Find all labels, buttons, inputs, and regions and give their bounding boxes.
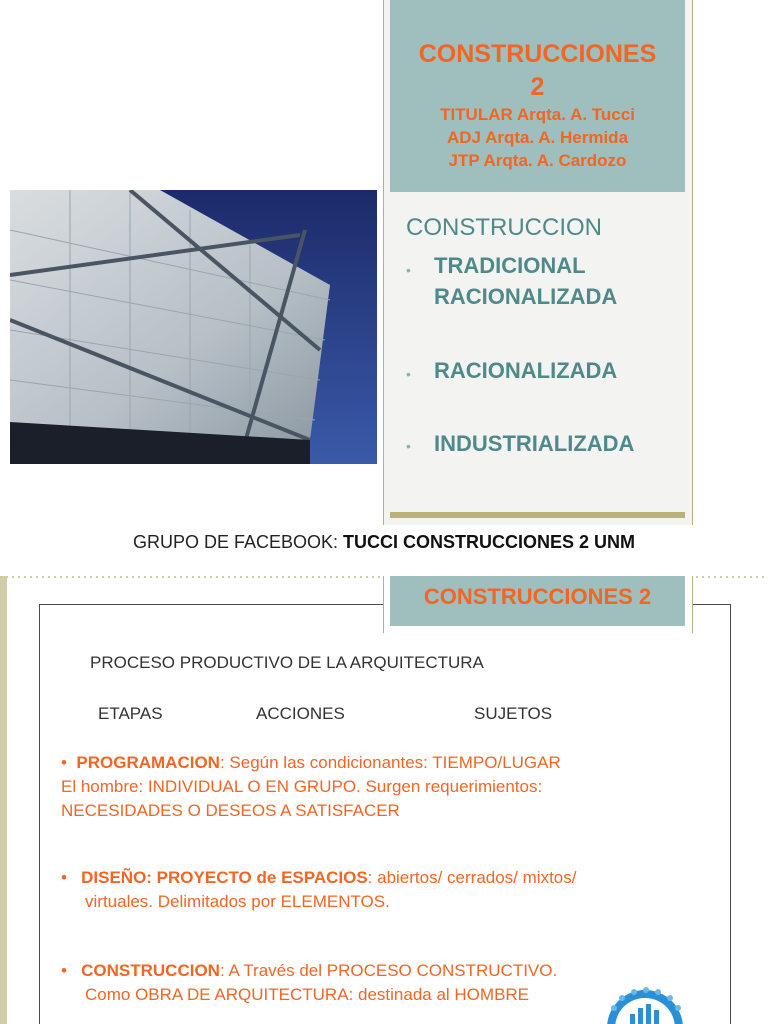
adj-line: ADJ Arqta. A. Hermida [446,128,629,147]
bullet: • [61,868,67,887]
paragraph-diseno [61,866,576,914]
construccion-heading: CONSTRUCCION [406,214,602,241]
item-racionalizada: RACIONALIZADA [434,358,618,383]
item-industrializada: INDUSTRIALIZADA [434,431,635,456]
line-text: : Según las condicionantes: TIEMPO/LUGAR [219,753,561,772]
bullet: • [61,753,67,772]
paragraph-line: NECESIDADES O DESEOS A SATISFACER [61,801,400,820]
paragraph-line: virtuales. Delimitados por ELEMENTOS. [85,892,390,911]
column-sujetos: SUJETOS [474,704,553,723]
footer-group-name: TUCCI CONSTRUCCIONES 2 UNM [343,532,636,552]
title-line-2: 2 [530,73,545,101]
paragraph-line [61,866,576,890]
left-accent-bar [0,576,7,1024]
bullet: • [61,961,67,980]
jtp-line: JTP Arqta. A. Cardozo [448,151,627,170]
facebook-group-footer [0,532,768,553]
subtitle: PROCESO PRODUCTIVO DE LA ARQUITECTURA [90,653,484,672]
term-diseno: DISEÑO: PROYECTO de ESPACIOS [81,868,368,887]
footer-prefix: GRUPO DE FACEBOOK: [132,532,344,552]
slide-title [390,38,685,104]
building-facade-photo [10,190,377,464]
paragraph-line: El hombre: INDIVIDUAL O EN GRUPO. Surgen requerimientos: [61,777,543,796]
term-programacion: PROGRAMACION [76,753,220,772]
item-line: RACIONALIZADA [434,284,618,309]
panel-bottom-bar [390,512,685,518]
titular-line: TITULAR Arqta. A. Tucci [440,105,635,124]
title-line-1: CONSTRUCCIONES [418,40,657,68]
paragraph-line: Como OBRA DE ARQUITECTURA: destinada al HOMBRE [85,985,530,1004]
line-text: : A Través del PROCESO CONSTRUCTIVO. [219,961,558,980]
paragraph-line [61,751,561,775]
bullet-dot: • [406,262,411,278]
term-construccion: CONSTRUCCION [81,961,220,980]
paragraph-programacion [61,751,561,823]
slide-title: CONSTRUCCIONES 2 [423,584,652,609]
column-etapas: ETAPAS [98,704,163,723]
paragraph-line [61,959,557,983]
paragraph-construccion [61,959,557,1007]
item-tradicional [434,250,617,312]
bullet-dot: • [406,438,411,454]
line-text: : abiertos/ cerrados/ mixtos/ [367,868,577,887]
item-line: TRADICIONAL [434,253,586,278]
column-acciones: ACCIONES [256,704,345,723]
decorative-logo-icon [600,986,690,1024]
bullet-dot: • [406,366,411,382]
slide-2 [0,576,768,1024]
